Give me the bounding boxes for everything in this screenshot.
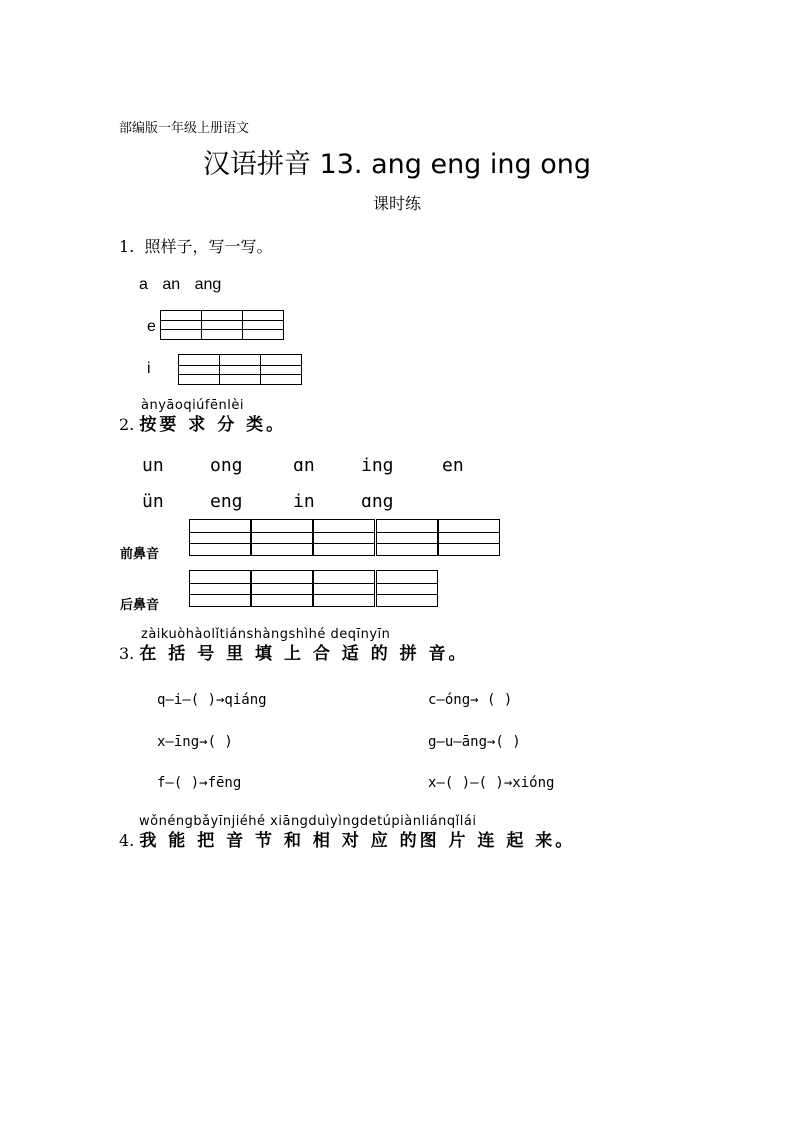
q3-item-4[interactable]: g—u—āng→( ) <box>428 734 521 750</box>
q2-text: 按要 求 分 类。 <box>139 415 287 435</box>
q1-row-label-e: e <box>147 318 156 335</box>
q2-item: eng <box>210 491 243 512</box>
q1-example-an: an <box>162 276 181 293</box>
q2-item: ing <box>361 455 394 476</box>
q2-item: ɑng <box>361 491 394 512</box>
q1-text: 照样子，写一写。 <box>144 237 273 256</box>
q2-row2 <box>142 491 421 512</box>
q2-front-grid-4[interactable] <box>376 519 438 556</box>
page-subtitle: 课时练 <box>372 194 421 213</box>
q2-front-nasal-label: 前鼻音 <box>120 547 160 562</box>
q3-item-6[interactable]: x—( )—( )→xióng <box>428 775 555 791</box>
q2-back-grid-4[interactable] <box>376 570 438 607</box>
q2-back-nasal-label: 后鼻音 <box>120 598 160 613</box>
q4-number: 4. <box>119 831 135 850</box>
q3-pinyin: zàikuòhàolǐtiánshàngshìhé deqīnyīn <box>141 627 391 642</box>
q2-item: en <box>442 455 464 476</box>
q2-item: in <box>293 491 315 512</box>
q3-item-2[interactable]: c—óng→ ( ) <box>428 692 513 708</box>
q2-item: ɑn <box>293 455 315 476</box>
q2-item: ong <box>210 455 243 476</box>
q2-back-grid-2[interactable] <box>251 570 313 607</box>
q3-heading <box>119 639 469 664</box>
q4-text: 我 能 把 音 节 和 相 对 应 的图 片 连 起 来。 <box>139 831 576 851</box>
q2-item: un <box>142 455 164 476</box>
q3-text: 在 括 号 里 填 上 合 适 的 拼 音。 <box>139 644 469 664</box>
q4-pinyin: wǒnéngbǎyīnjiéhé xiāngduìyìngdetúpiànliánqǐlái <box>139 814 477 829</box>
q1-row-label-i: i <box>147 360 151 377</box>
q2-front-grid-2[interactable] <box>251 519 313 556</box>
q2-front-grid-3[interactable] <box>313 519 375 556</box>
q1-writing-grid-e[interactable] <box>160 310 284 340</box>
q3-item-5[interactable]: f—( )→fēng <box>157 775 242 791</box>
q2-number: 2. <box>119 415 135 434</box>
q2-front-grid-5[interactable] <box>438 519 500 556</box>
q2-heading <box>119 410 286 435</box>
q3-item-3[interactable]: x—īng→( ) <box>157 734 233 750</box>
page-title: 汉语拼音 13. ang eng ing ong <box>202 149 592 180</box>
q2-pinyin: ànyāoqiúfēnlèi <box>141 398 244 413</box>
q3-item-1[interactable]: q—i—( )→qiáng <box>157 692 267 708</box>
q2-front-grid-1[interactable] <box>189 519 251 556</box>
header-note: 部编版一年级上册语文 <box>119 121 250 136</box>
q3-number: 3. <box>119 644 135 663</box>
q1-example-a: a <box>139 276 148 293</box>
q2-row1 <box>142 455 482 476</box>
q4-heading <box>119 826 575 851</box>
q1-example-ang: ang <box>194 276 222 293</box>
q1-heading <box>119 234 272 257</box>
q2-back-grid-3[interactable] <box>313 570 375 607</box>
q1-example <box>139 276 221 294</box>
q2-back-grid-1[interactable] <box>189 570 251 607</box>
q1-writing-grid-i[interactable] <box>178 354 302 385</box>
q1-number: 1. <box>119 237 135 256</box>
q2-item: ün <box>142 491 164 512</box>
